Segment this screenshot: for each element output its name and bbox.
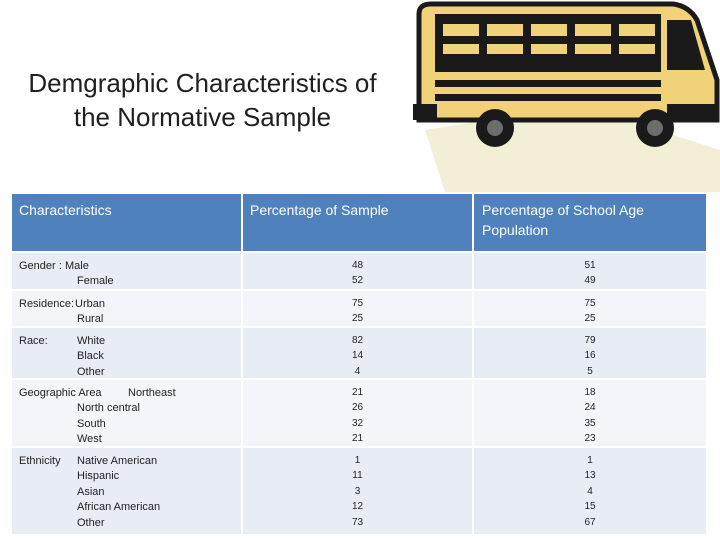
table-row [12, 253, 706, 289]
row-item: Other [77, 365, 105, 378]
row-item: Hispanic [77, 470, 120, 483]
table-row [12, 328, 706, 378]
sample-value: 32 [351, 417, 364, 429]
population-value: 4 [587, 485, 593, 497]
row-item: Asian [77, 485, 105, 498]
row-item: Female [77, 275, 114, 288]
row-category: Gender : [19, 260, 62, 272]
row-item: Urban [75, 298, 105, 310]
row-item: Black [77, 350, 104, 363]
sample-value: 12 [351, 501, 364, 513]
row-item: Male [65, 260, 89, 272]
slide-title-line-2: the Normative Sample [73, 102, 332, 132]
population-value: 16 [584, 350, 596, 362]
slide-title-line-1: Demgraphic Characteristics of [28, 68, 377, 98]
population-value: 75 [584, 298, 596, 309]
population-value: 67 [584, 516, 596, 528]
row-category: Race: [19, 335, 48, 347]
sample-value: 14 [351, 350, 364, 362]
table-row [12, 448, 706, 534]
sample-value: 11 [352, 470, 363, 482]
population-value: 18 [584, 387, 596, 398]
population-value: 5 [587, 365, 593, 377]
row-item: Native American [77, 455, 158, 467]
row-item: North central [77, 402, 140, 415]
sample-value: 25 [351, 313, 364, 325]
row-item: White [77, 335, 106, 347]
sample-value: 4 [354, 365, 361, 377]
row-category: Ethnicity [19, 455, 61, 467]
row-category: Geographic Area [19, 387, 102, 399]
table-row [12, 291, 706, 326]
row-item: African American [77, 501, 161, 514]
header-percentage-sample: Percentage of Sample [243, 194, 472, 251]
sample-value: 21 [351, 387, 364, 398]
row-item: Northeast [128, 387, 176, 399]
row-item: Other [77, 516, 105, 529]
population-value: 24 [584, 402, 596, 414]
population-value: 51 [584, 260, 596, 271]
slide-title [0, 66, 405, 134]
row-category: Residence: [19, 298, 75, 310]
table-row [12, 380, 706, 446]
header-percentage-population: Percentage of School Age Population [474, 194, 706, 251]
sample-value: 73 [351, 516, 364, 528]
population-value: 79 [584, 335, 596, 346]
sample-value: 48 [351, 260, 364, 271]
sample-value: 26 [351, 402, 364, 414]
row-item: Rural [77, 313, 104, 326]
school-bus-image [405, 0, 720, 192]
population-value: 13 [584, 470, 596, 482]
sample-value: 3 [354, 485, 361, 497]
population-value: 35 [584, 417, 596, 429]
header-characteristics: Characteristics [12, 194, 241, 251]
population-value: 15 [584, 501, 596, 513]
row-item: South [77, 417, 106, 430]
sample-value: 1 [354, 455, 361, 466]
sample-value: 52 [351, 275, 364, 287]
sample-value: 21 [351, 433, 364, 445]
population-value: 23 [584, 433, 596, 445]
population-value: 1 [587, 455, 593, 466]
population-value: 49 [584, 275, 596, 287]
row-item: West [77, 433, 102, 446]
sample-value: 75 [351, 298, 364, 309]
sample-value: 82 [351, 335, 364, 346]
population-value: 25 [584, 313, 596, 325]
